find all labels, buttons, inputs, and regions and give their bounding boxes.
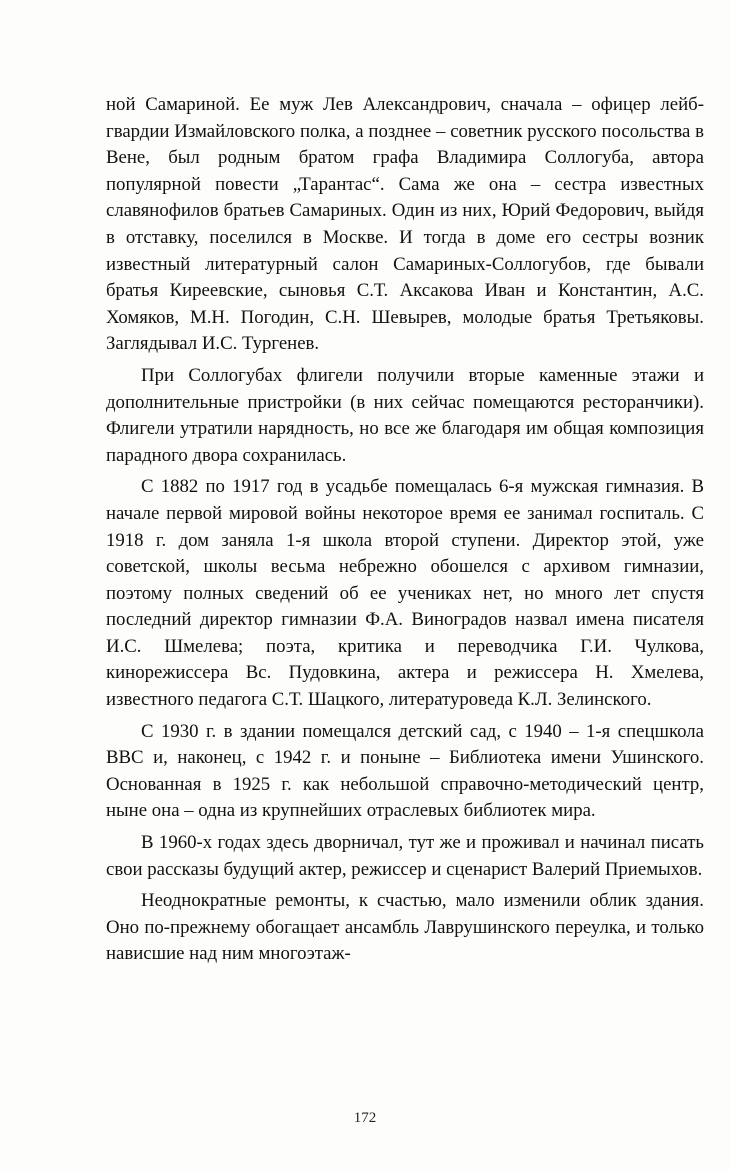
page-number: 172 xyxy=(353,1110,377,1126)
paragraph-5: В 1960-х годах здесь дворничал, тут же и проживал и начинал писать свои рассказы будущий актер, режиссер и сценарист Валерий Приемыхов. xyxy=(106,832,704,880)
paragraph-3: С 1882 по 1917 год в усадьбе помещалась 6-я мужская гимназия. В начале первой мировой войны некоторое время ее занимал госпиталь. С 1918 г. дом заняла 1-я школа второй ступени. Директор этой, уже советской, школы весьма небрежно обошелся с архивом гимназии, поэтому полных сведений об ее учениках нет, но много лет спустя последний директор гимназии Ф.А. Виноградов назвал имена писателя И.С. Шмелева; поэта, критика и переводчика Г.И. Чулкова, кинорежиссера Вс. Пудовкина, актера и режиссера Н. Хмелева, известного педагога С.Т. Шацкого, литературоведа К.Л. Зелинского. xyxy=(106,476,704,711)
body-text xyxy=(106,92,704,973)
paragraph-2: При Соллогубах флигели получили вторые каменные этажи и дополнительные пристройки (в них сейчас помещаются ресторанчики). Флигели утратили нарядность, но все же благодаря им общая композиция парадного двора сохранилась. xyxy=(106,364,704,466)
paragraph-1: ной Самариной. Ее муж Лев Александрович, сначала – офицер лейб-гвардии Измайловского полка, а позднее – советник русского посольства в Вене, был родным братом графа Владимира Соллогуба, автора популярной повести „Тарантас“. Сама же она – сестра известных славянофилов братьев Самариных. Один из них, Юрий Федорович, выйдя в отставку, поселился в Москве. И тогда в доме его сестры возник известный литературный салон Самариных-Соллогубов, где бывали братья Киреевские, сыновья С.Т. Аксакова Иван и Константин, А.С. Хомяков, М.Н. Погодин, С.Н. Шевырев, молодые братья Третьяковы. Заглядывал И.С. Тургенев. xyxy=(106,94,704,355)
paragraph-6: Неоднократные ремонты, к счастью, мало изменили облик здания. Оно по-прежнему обогащает ансамбль Лаврушинского переулка, и только нависшие над ним многоэтаж- xyxy=(106,890,704,965)
paragraph-4: С 1930 г. в здании помещался детский сад, с 1940 – 1-я спецшкола ВВС и, наконец, с 1942 г. и поныне – Библиотека имени Ушинского. Основанная в 1925 г. как небольшой справочно-методический центр, ныне она – одна из крупнейших отраслевых библиотек мира. xyxy=(106,720,704,822)
